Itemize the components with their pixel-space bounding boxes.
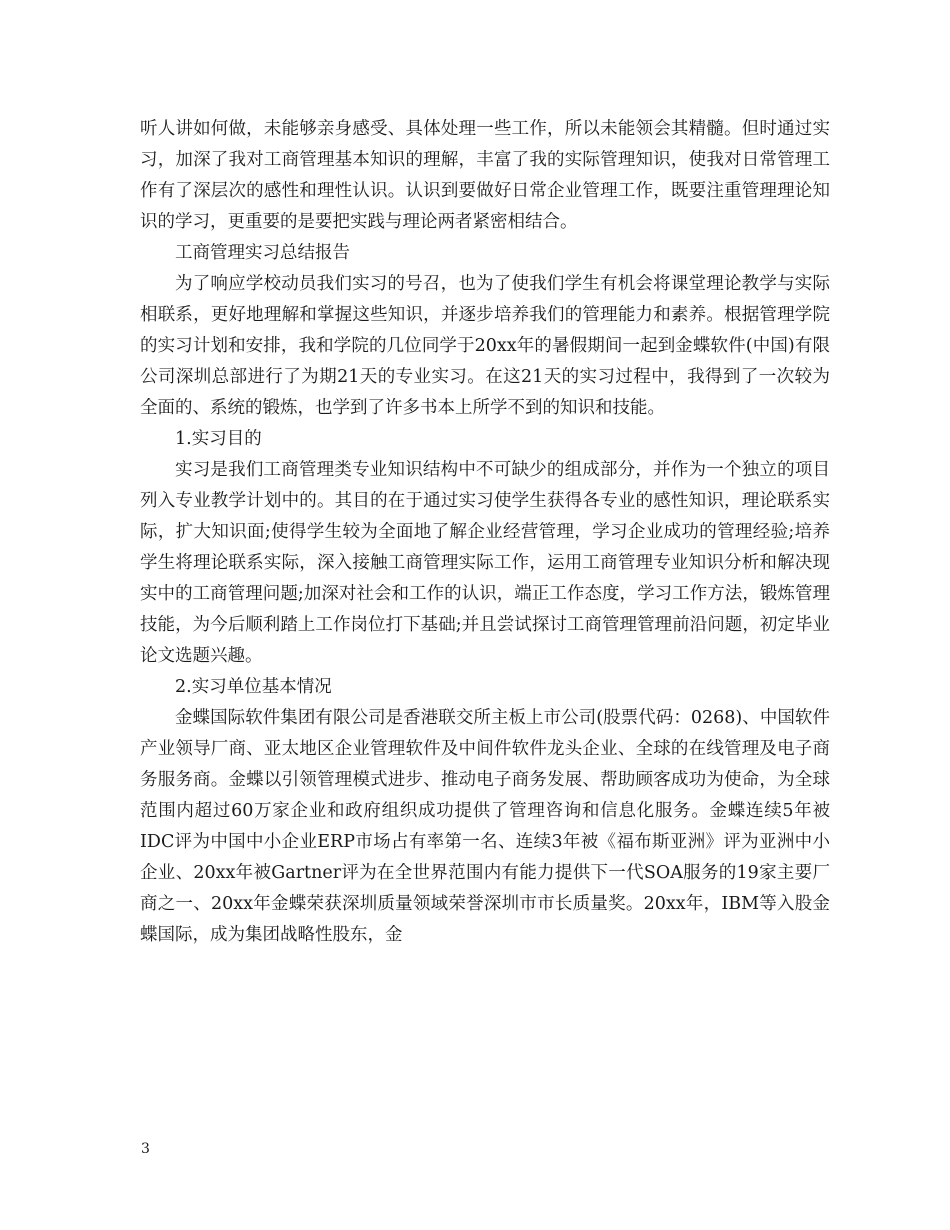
paragraph-continuation: 听人讲如何做，未能够亲身感受、具体处理一些工作，所以未能领会其精髓。但时通过实习，加深了我对工商管理基本知识的理解，丰富了我的实际管理知识，使我对日常管理工作有了深层次的感性和理性认识。认识到要做好日常企业管理工作，既要注重管理理论知识的学习，更重要的是要把实践与理论两者紧密相结合。 (140, 119, 830, 232)
paragraph-company: 金蝶国际软件集团有限公司是香港联交所主板上市公司(股票代码：0268)、中国软件产业领导厂商、亚太地区企业管理软件及中间件软件龙头企业、全球的在线管理及电子商务服务商。金蝶以引领管理模式进步、推动电子商务发展、帮助顾客成功为使命，为全球范围内超过60万家企业和政府组织成功提供了管理咨询和信息化服务。金蝶连续5年被IDC评为中国中小企业ERP市场占有率第一名、连续3年被《福布斯亚洲》评为亚洲中小企业、20xx年被Gartner评为在全世界范围内有能力提供下一代SOA服务的19家主要厂商之一、20xx年金蝶荣获深圳质量领域荣誉深圳市市长质量奖。20xx年，IBM等入股金蝶国际，成为集团战略性股东，金 (140, 708, 830, 945)
paragraph-purpose: 实习是我们工商管理类专业知识结构中不可缺少的组成部分，并作为一个独立的项目列入专业教学计划中的。其目的在于通过实习使学生获得各专业的感性知识，理论联系实际，扩大知识面;使得学生较为全面地了解企业经营管理，学习企业成功的管理经验;培养学生将理论联系实际，深入接触工商管理实际工作，运用工商管理专业知识分析和解决现实中的工商管理问题;加深对社会和工作的认识，端正工作态度，学习工作方法，锻炼管理技能，为今后顺利踏上工作岗位打下基础;并且尝试探讨工商管理管理前沿问题，初定毕业论文选题兴趣。 (140, 460, 830, 666)
body-text (140, 114, 830, 951)
paragraph-intro: 为了响应学校动员我们实习的号召，也为了使我们学生有机会将课堂理论教学与实际相联系，更好地理解和掌握这些知识，并逐步培养我们的管理能力和素养。根据管理学院的实习计划和安排，我和学院的几位同学于20xx年的暑假期间一起到金蝶软件(中国)有限公司深圳总部进行了为期21天的专业实习。在这21天的实习过程中，我得到了一次较为全面的、系统的锻炼，也学到了许多书本上所学不到的知识和技能。 (140, 274, 830, 418)
heading-company-overview: 2.实习单位基本情况 (175, 677, 332, 697)
page-number: 3 (141, 1141, 150, 1157)
heading-internship-purpose: 1.实习目的 (175, 429, 262, 449)
section-title: 工商管理实习总结报告 (175, 243, 350, 263)
